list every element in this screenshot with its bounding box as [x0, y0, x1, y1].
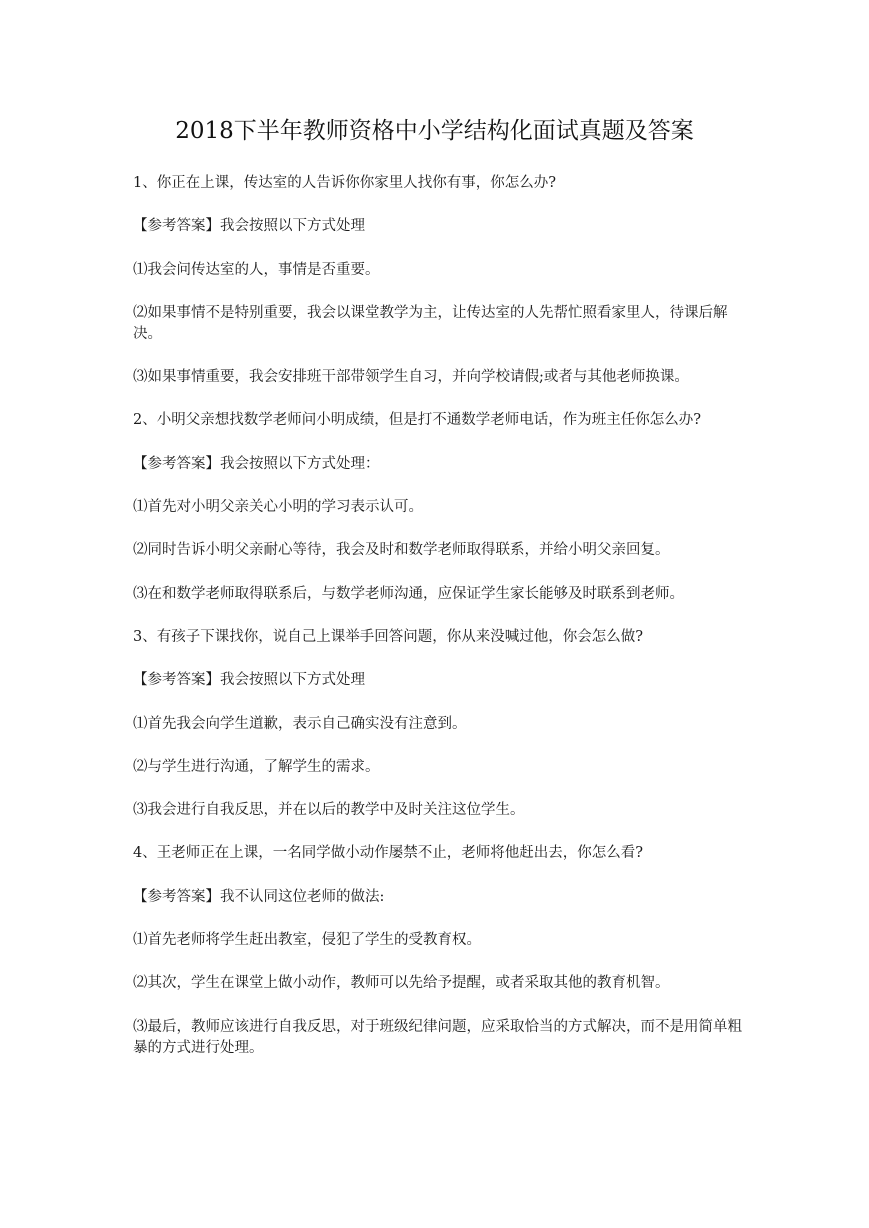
answer-item: ⑶如果事情重要，我会安排班干部带领学生自习，并向学校请假;或者与其他老师换课。 [133, 369, 689, 386]
answer-item: ⑵同时告诉小明父亲耐心等待，我会及时和数学老师取得联系，并给小明父亲回复。 [133, 542, 670, 559]
question-1: 1、你正在上课，传达室的人告诉你你家里人找你有事，你怎么办? [133, 175, 556, 191]
answer-item: ⑴我会问传达室的人，事情是否重要。 [133, 261, 380, 278]
document-body [133, 173, 743, 1081]
answer-item: ⑵其次，学生在课堂上做小动作，教师可以先给予提醒，或者采取其他的教育机智。 [133, 975, 670, 992]
answer-heading: 【参考答案】我会按照以下方式处理 [133, 218, 365, 235]
answer-heading: 【参考答案】我会按照以下方式处理 [133, 672, 365, 689]
answer-heading: 【参考答案】我不认同这位老师的做法: [133, 888, 385, 905]
answer-item: ⑵如果事情不是特别重要，我会以课堂教学为主，让传达室的人先帮忙照看家里人，待课后解决。 [133, 304, 728, 342]
answer-item: ⑴首先我会向学生道歉，表示自己确实没有注意到。 [133, 715, 467, 732]
answer-item: ⑴首先对小明父亲关心小明的学习表示认可。 [133, 499, 423, 516]
answer-heading: 【参考答案】我会按照以下方式处理： [133, 455, 380, 472]
page-title: 2018下半年教师资格中小学结构化面试真题及答案 [175, 118, 694, 144]
question-2: 2、小明父亲想找数学老师问小明成绩，但是打不通数学老师电话，作为班主任你怎么办? [133, 412, 701, 429]
answer-item: ⑴首先老师将学生赶出教室，侵犯了学生的受教育权。 [133, 932, 481, 949]
answer-item: ⑶最后，教师应该进行自我反思，对于班级纪律问题，应采取恰当的方式解决，而不是用简单粗暴的方式进行处理。 [133, 1018, 742, 1056]
question-4: 4、王老师正在上课，一名同学做小动作屡禁不止，老师将他赶出去，你怎么看? [133, 845, 643, 862]
answer-item: ⑵与学生进行沟通，了解学生的需求。 [133, 758, 380, 775]
question-3: 3、有孩子下课找你，说自己上课举手回答问题，你从来没喊过他，你会怎么做? [133, 628, 643, 645]
answer-item: ⑶我会进行自我反思，并在以后的教学中及时关注这位学生。 [133, 802, 525, 819]
answer-item: ⑶在和数学老师取得联系后，与数学老师沟通，应保证学生家长能够及时联系到老师。 [133, 585, 684, 602]
